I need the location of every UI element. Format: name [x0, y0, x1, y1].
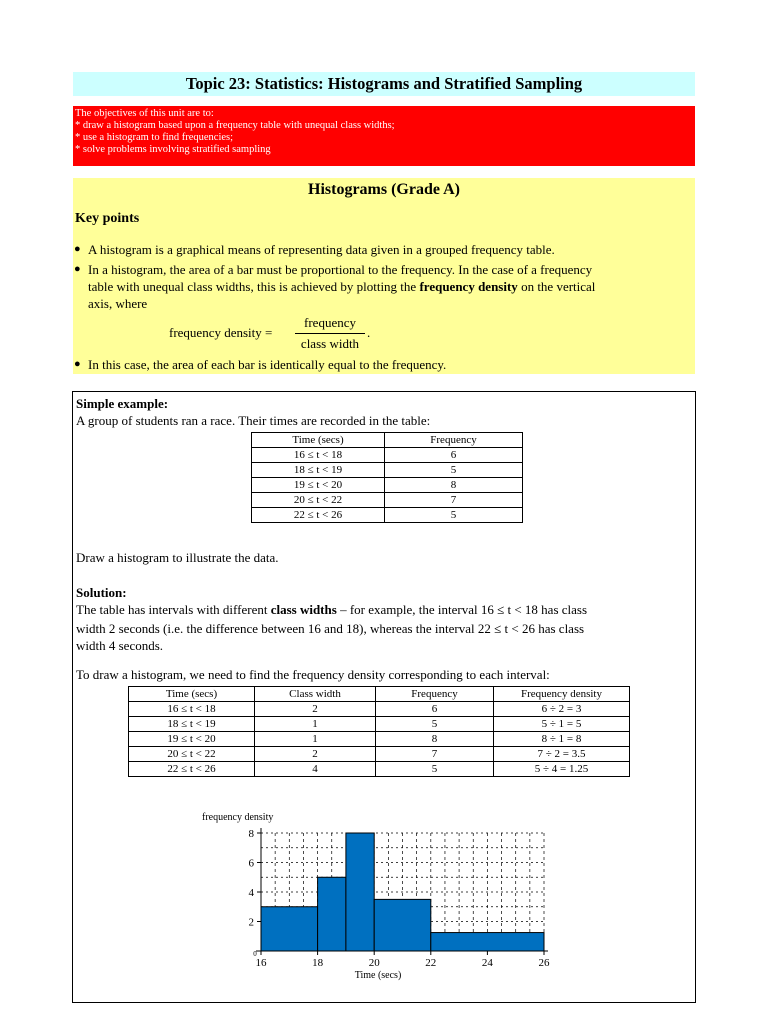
x-tick-label: 18 [312, 957, 324, 969]
table-row [129, 702, 630, 717]
table-header: Frequency [385, 433, 523, 448]
bullet-text: In this case, the area of each bar is identically equal to the frequency. [88, 357, 447, 372]
objective-item: * use a histogram to find frequencies; [75, 132, 234, 143]
x-tick-label: 22 [425, 957, 437, 969]
table-cell: 5 [385, 463, 523, 478]
bullet-text: table with unequal class widths, this is achieved by plotting the [88, 279, 420, 294]
table-header-row [252, 433, 523, 448]
table-cell: 16 ≤ t < 18 [252, 448, 385, 463]
example-task: Draw a histogram to illustrate the data. [76, 550, 279, 565]
formula-end: . [367, 325, 371, 340]
table-cell: 1 [255, 732, 376, 747]
bullet-text: axis, where [88, 296, 148, 311]
solution-text: – for example, the interval 16 ≤ t < 18 has class [336, 602, 588, 617]
key-points-box [73, 178, 695, 374]
solution-heading: Solution: [76, 585, 127, 600]
formula-lhs: frequency density = [169, 325, 273, 340]
table-cell: 2 [255, 702, 376, 717]
y-tick-label: 4 [248, 887, 254, 899]
table-header: Time (secs) [129, 687, 255, 702]
table-cell: 5 ÷ 1 = 5 [494, 717, 630, 732]
solution-text [76, 601, 587, 618]
y-tick-label: 8 [248, 828, 254, 840]
table-cell: 18 ≤ t < 19 [129, 717, 255, 732]
section-heading: Histograms (Grade A) [308, 181, 460, 198]
table-cell: 6 [376, 702, 494, 717]
table-row [252, 448, 523, 463]
example-heading: Simple example: [76, 396, 169, 411]
solution-text: width 2 seconds (i.e. the difference between 16 and 18), whereas the interval 22 ≤ t < 26 has class [76, 621, 585, 636]
objective-item: * draw a histogram based upon a frequency table with unequal class widths; [75, 120, 395, 131]
table-header-row [129, 687, 630, 702]
objective-item: * solve problems involving stratified sampling [75, 144, 271, 155]
table-cell: 22 ≤ t < 26 [129, 762, 255, 777]
x-tick-label: 16 [255, 957, 267, 969]
table-header: Frequency [376, 687, 494, 702]
table-cell: 5 [385, 508, 523, 523]
key-points-heading: Key points [75, 211, 140, 226]
table-cell: 18 ≤ t < 19 [252, 463, 385, 478]
origin-label: 0 [253, 950, 257, 958]
table-cell: 7 ÷ 2 = 3.5 [494, 747, 630, 762]
y-tick-label: 6 [248, 857, 254, 870]
bullet-icon: ● [74, 243, 81, 255]
table-row [129, 747, 630, 762]
y-axis-label: frequency density [202, 812, 274, 823]
bullet-icon: ● [74, 358, 81, 370]
table-cell: 5 [376, 762, 494, 777]
formula-denominator: class width [300, 336, 360, 351]
bullet-bold-term: frequency density [419, 279, 518, 294]
table-row [252, 508, 523, 523]
solution-text: width 4 seconds. [76, 638, 164, 653]
table-cell: 8 [385, 478, 523, 493]
table-cell: 19 ≤ t < 20 [129, 732, 255, 747]
y-tick-label: 2 [248, 916, 254, 929]
table-row [252, 478, 523, 493]
table-row [252, 493, 523, 508]
x-tick-label: 26 [538, 957, 550, 969]
histogram-bar [318, 877, 346, 951]
table-row [129, 717, 630, 732]
solution-text: To draw a histogram, we need to find the frequency density corresponding to each interval: [76, 667, 550, 682]
table-cell: 5 ÷ 4 = 1.25 [494, 762, 630, 777]
table-cell: 16 ≤ t < 18 [129, 702, 255, 717]
objectives-box [73, 106, 695, 166]
table-cell: 19 ≤ t < 20 [252, 478, 385, 493]
x-tick-label: 20 [368, 957, 380, 969]
table-header: Frequency density [494, 687, 630, 702]
table-cell: 7 [376, 747, 494, 762]
histogram-bar [261, 907, 318, 951]
table-cell: 7 [385, 493, 523, 508]
x-axis-label: Time (secs) [354, 970, 402, 981]
bullet-icon: ● [74, 263, 81, 275]
x-tick-label: 24 [481, 957, 493, 969]
histogram-bar [431, 933, 544, 951]
table-header: Time (secs) [252, 433, 385, 448]
table-cell: 2 [255, 747, 376, 762]
formula-numerator: frequency [295, 315, 365, 334]
bullet-text: A histogram is a graphical means of representing data given in a grouped frequency table. [88, 242, 555, 257]
page-title: Topic 23: Statistics: Histograms and Stratified Sampling [73, 72, 695, 96]
table-cell: 6 [385, 448, 523, 463]
solution-bold-term: class widths [270, 602, 337, 617]
table-cell: 5 [376, 717, 494, 732]
table-cell: 6 ÷ 2 = 3 [494, 702, 630, 717]
histogram-bar [346, 833, 374, 951]
table-cell: 20 ≤ t < 22 [129, 747, 255, 762]
table-cell: 8 ÷ 1 = 8 [494, 732, 630, 747]
example-intro: A group of students ran a race. Their times are recorded in the table: [76, 413, 431, 428]
histogram-chart [190, 808, 560, 983]
table-cell: 20 ≤ t < 22 [252, 493, 385, 508]
table-cell: 1 [255, 717, 376, 732]
bullet-text: on the vertical [517, 279, 596, 294]
table-cell: 4 [255, 762, 376, 777]
table-cell: 8 [376, 732, 494, 747]
table-header: Class width [255, 687, 376, 702]
objectives-intro: The objectives of this unit are to: [75, 108, 214, 119]
density-table [128, 686, 630, 777]
table-row [129, 732, 630, 747]
table-row [129, 762, 630, 777]
bullet-text: In a histogram, the area of a bar must be proportional to the frequency. In the case of a frequency [88, 262, 593, 277]
table-cell: 22 ≤ t < 26 [252, 508, 385, 523]
solution-text: The table has intervals with different [76, 602, 271, 617]
histogram-bar [374, 899, 431, 951]
table-row [252, 463, 523, 478]
data-table [251, 432, 523, 523]
formula-fraction [295, 315, 365, 352]
